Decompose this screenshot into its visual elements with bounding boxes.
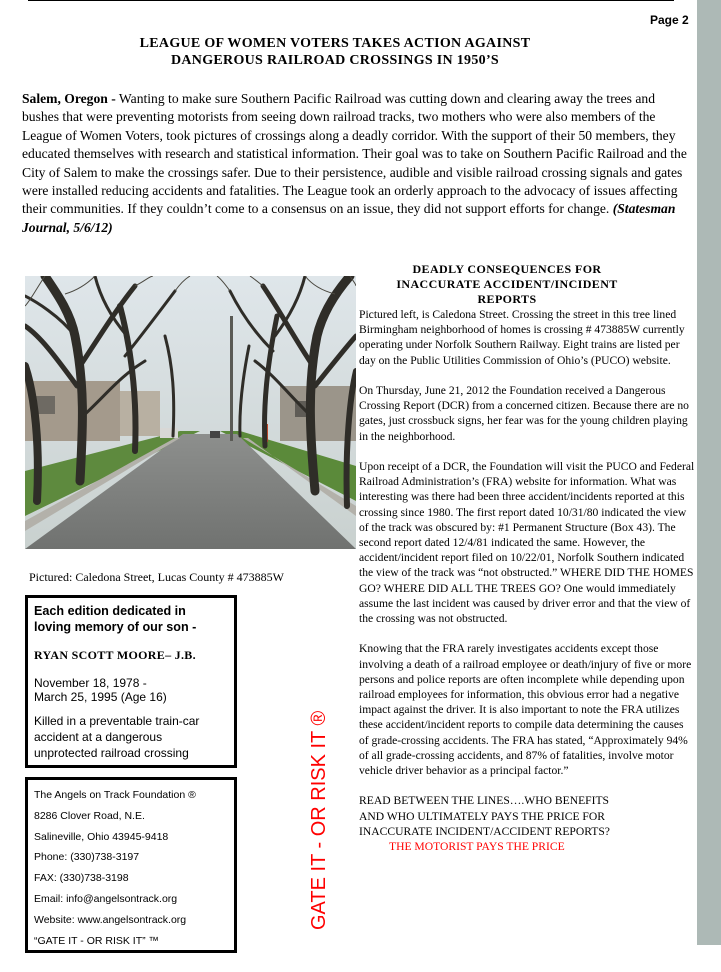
dateline: Salem, Oregon - bbox=[22, 91, 116, 106]
intro-paragraph bbox=[22, 90, 694, 237]
dedication-heading-line2: loving memory of our son - bbox=[34, 620, 197, 634]
page-number: Page 2 bbox=[650, 13, 689, 27]
dedication-dates-line2: March 25, 1995 (Age 16) bbox=[34, 690, 167, 704]
closing-line2: AND WHO ULTIMATELY PAYS THE PRICE FOR bbox=[359, 809, 605, 823]
right-paragraph-4: Knowing that the FRA rarely investigates accidents except those involving a death of a railroad employee or death/injury of five or more persons and police reports are often incomplete while depending upon railroad employees for information, this obvious error had a negative impact against the driver. It is also important to note the FRA utilizes these accident/incident reports to compile data determining the causes of grade-crossing accidents. The FRA has stated, “Approximately 94% of all grade-crossing accidents, and 87% of fatalities, involve motor vehicle driver behavior as a principal factor.” bbox=[359, 642, 692, 778]
article-title bbox=[40, 35, 630, 69]
contact-org: The Angels on Track Foundation ® bbox=[34, 789, 196, 801]
photo-caption: Pictured: Caledona Street, Lucas County # 473885W bbox=[29, 570, 284, 584]
dedication-killed-line3: unprotected railroad crossing bbox=[34, 746, 189, 760]
closing-red-line: THE MOTORIST PAYS THE PRICE bbox=[389, 840, 565, 854]
article-title-line1: LEAGUE OF WOMEN VOTERS TAKES ACTION AGAINST bbox=[139, 36, 531, 51]
dedication-killed-line2: accident at a dangerous bbox=[34, 730, 163, 744]
top-rule bbox=[28, 0, 674, 1]
contact-city: Salineville, Ohio 43945-9418 bbox=[34, 830, 169, 843]
contact-box bbox=[25, 777, 237, 953]
contact-email: Email: info@angelsontrack.org bbox=[34, 892, 178, 905]
right-title-line2: INACCURATE ACCIDENT/INCIDENT bbox=[396, 277, 618, 291]
right-sidebar-strip bbox=[697, 0, 721, 945]
citation: (Statesman Journal, 5/6/12) bbox=[22, 201, 676, 235]
vertical-slogan: GATE IT - OR RISK IT ® bbox=[308, 710, 330, 930]
contact-street: 8286 Clover Road, N.E. bbox=[34, 809, 145, 822]
dedication-killed-line1: Killed in a preventable train-car bbox=[34, 714, 200, 728]
closing-line1: READ BETWEEN THE LINES….WHO BENEFITS bbox=[359, 794, 609, 808]
closing-line3: INACCURATE INCIDENT/ACCIDENT REPORTS? bbox=[359, 824, 610, 838]
right-article-title bbox=[365, 262, 649, 307]
right-paragraph-1: Pictured left, is Caledona Street. Crossing the street in this tree lined Birmingham neighborhood of homes is crossing # 473885W currently operating under Norfolk Southern Railway. Eight trains are listed per day on the Public Utilities Commission of Ohio’s (PUCO) website. bbox=[359, 308, 685, 367]
right-title-line3: REPORTS bbox=[477, 292, 537, 306]
right-article-body bbox=[359, 307, 695, 854]
dedication-heading bbox=[34, 603, 228, 635]
dedication-killed-text bbox=[34, 713, 228, 761]
article-title-line2: DANGEROUS RAILROAD CROSSINGS IN 1950’S bbox=[170, 53, 499, 68]
dedication-dates-line1: November 18, 1978 - bbox=[34, 676, 147, 690]
dedication-heading-line1: Each edition dedicated in bbox=[34, 604, 186, 618]
street-photo bbox=[25, 276, 356, 549]
right-paragraph-3: Upon receipt of a DCR, the Foundation will visit the PUCO and Federal Railroad Administration’s (FRA) website for information. What was interesting was there had been three accident/incidents reported at this crossing since 1980. The first report dated 10/31/80 indicated the view of the track was obscured by: #1 Permanent Structure (Box 43). The second report dated 12/4/81 indicated the same. However, the accident/incident report filed on 10/22/01, Norfolk Southern indicated the view of the track was “not obstructed.” WHERE DID THE HOMES GO? WHERE DID ALL THE TREES GO? One would immediately assume the last incident was caused by driver error and that the view of the crossing was not obstructed. bbox=[359, 460, 695, 626]
right-title-line1: DEADLY CONSEQUENCES FOR bbox=[412, 262, 602, 276]
street-photo-illustration bbox=[25, 276, 356, 549]
right-paragraph-2: On Thursday, June 21, 2012 the Foundation received a Dangerous Crossing Report (DCR) from a concerned citizen. Because there are no gates, just crossbuck signs, her fear was for the young children playing in the neighborhood. bbox=[359, 384, 689, 443]
intro-body: Wanting to make sure Southern Pacific Railroad was cutting down and clearing away the trees and bushes that were preventing motorists from seeing down railroad tracks, two mothers who were also members of the League of Women Voters, took pictures of crossings along a deadly corridor. With the support of their 50 members, they educated themselves with research and statistical information. Their goal was to take on Southern Pacific Railroad and the City of Salem to make the crossings safer. Due to their persistence, audible and visible railroad crossing signals and gates were installed reducing accidents and fatalities. The League took an orderly approach to the advocacy of issues affecting their communities. If they couldn’t come to a consensus on an issue, they did not support efforts for change. bbox=[22, 91, 687, 217]
dedication-name: RYAN SCOTT MOORE– J.B. bbox=[34, 648, 196, 662]
contact-fax: FAX: (330)738-3198 bbox=[34, 872, 129, 885]
contact-phone: Phone: (330)738-3197 bbox=[34, 851, 140, 864]
dedication-box bbox=[25, 595, 237, 768]
dedication-dates bbox=[34, 676, 228, 704]
contact-website: Website: www.angelsontrack.org bbox=[34, 913, 187, 926]
contact-slogan: “GATE IT - OR RISK IT” ™ bbox=[34, 934, 160, 947]
